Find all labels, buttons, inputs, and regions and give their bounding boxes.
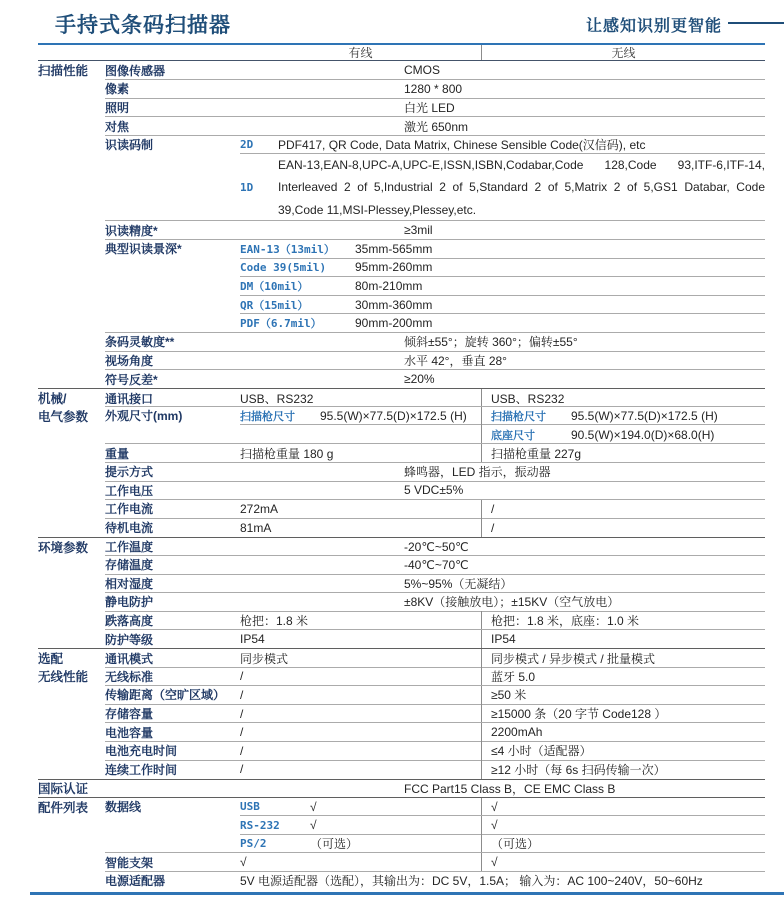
value-area [240,760,765,779]
dims-value: 95.5(W)×77.5(D)×172.5 (H) [320,408,467,423]
value-wired: 扫描枪重量 180 g [240,446,334,461]
value-wireless: / [481,500,765,519]
value-area [240,80,765,99]
value-span: 倾斜±55°；旋转 360°；偏转±55° [404,335,578,350]
value-span: ≥20% [404,372,435,387]
sub-label: Code 39(5mil) [240,260,327,274]
param-label: 条码灵敏度** [105,335,175,350]
table-row [38,481,765,500]
table-row [38,537,765,556]
value-wired: / [240,743,244,758]
value-area [240,221,765,240]
brand-tagline: 让感知识别更智能 [585,18,722,35]
table-row [38,816,765,835]
value-wired [240,816,481,835]
value-wireless: / [481,518,765,537]
param-label: 通讯接口 [105,391,154,406]
table-row [38,574,765,593]
value-wired: / [240,706,244,721]
bottom-accent-bar [30,892,784,895]
sub-label: PDF（6.7mil） [240,317,322,331]
value-area [240,593,765,612]
value-area [240,277,765,296]
param-label: 对焦 [105,119,130,134]
table-row [38,760,765,779]
value-area [240,834,765,853]
param-label: 工作电压 [105,483,154,498]
section-label: 无线性能 [38,670,89,685]
value-wired [240,834,481,853]
value-area [240,872,765,891]
table-row [38,555,765,574]
value-wired: / [240,762,244,777]
value-span: CMOS [404,63,440,78]
param-label: 存储容量 [105,707,154,722]
param-label: 像素 [105,82,130,97]
page-header [0,0,784,43]
dims-value: 95.5(W)×77.5(D)×172.5 (H) [571,408,718,423]
value-area [240,240,765,259]
value-span: 1280 * 800 [404,81,463,96]
table-row [38,135,765,154]
table-row [38,314,765,333]
spec-table [38,43,765,890]
param-label: 传输距离（空旷区域） [105,688,226,703]
value-area [240,61,765,80]
param-label: 符号反差* [105,372,158,387]
param-label: 无线标准 [105,669,154,684]
value-wireless: USB、RS232 [481,389,765,407]
value-span: 蜂鸣器，LED 指示，振动器 [404,465,551,480]
value-wireless: ≥15000 条（20 字节 Code128 ） [481,704,765,723]
param-label: 数据线 [105,800,142,815]
param-label: 照明 [105,100,130,115]
value-area [240,258,765,277]
table-row [38,333,765,352]
sub-label: 底座尺寸 [491,428,535,442]
value-span: 35mm-565mm [355,241,433,256]
dims-row [482,425,765,444]
sub-label: EAN-13（13mil） [240,242,335,256]
table-row [38,648,765,667]
table-row [38,500,765,519]
value-wired: 81mA [240,520,272,535]
value-wired: USB、RS232 [240,391,314,406]
param-label: 待机电流 [105,521,154,536]
value-wireless: ≥50 米 [481,686,765,705]
table-row [38,779,765,798]
value-area [240,853,765,872]
spec-table-body [38,61,765,890]
value-wireless: （可选） [481,834,765,853]
value-span: -20℃~50℃ [404,539,469,554]
value-span: 90mm-200mm [355,316,433,331]
param-label: 识读精度* [105,223,158,238]
dims-row [482,407,765,426]
table-row [38,295,765,314]
param-label: 存储温度 [105,558,154,573]
value-span: 激光 650nm [404,119,469,134]
dims-value: 90.5(W)×194.0(D)×68.0(H) [571,427,715,442]
value-wired: 272mA [240,501,279,516]
value-wired: 同步模式 [240,651,289,666]
value-wireless [481,407,765,444]
value-span: PDF417, QR Code, Data Matrix, Chinese Sensible Code(汉信码), etc [278,138,646,153]
sub-label: 扫描枪尺寸 [240,409,295,423]
value-area [240,630,765,649]
table-row [38,611,765,630]
table-row [38,463,765,482]
value-area [240,649,765,667]
table-row [38,741,765,760]
value-wireless: √ [481,853,765,872]
page-title: 手持式条码扫描器 [55,14,231,37]
section-label: 扫描性能 [38,64,89,79]
table-row [38,797,765,816]
table-row [38,80,765,99]
table-row [38,593,765,612]
value-text: （可选） [310,837,359,852]
value-area [240,135,765,154]
param-label: 提示方式 [105,465,154,480]
value-area [240,555,765,574]
param-label: 电池容量 [105,725,154,740]
value-wireless: √ [481,798,765,816]
value-area [240,538,765,556]
param-label: 外观尺寸(mm) [105,409,183,424]
param-label: 防护等级 [105,632,154,647]
param-label: 视场角度 [105,353,154,368]
value-area [240,798,765,816]
value-area [240,574,765,593]
param-label: 识读码制 [105,138,154,153]
value-text: √ [310,818,317,833]
value-wireless: √ [481,816,765,835]
value-span: -40℃~70℃ [404,557,469,572]
table-row [38,872,765,891]
value-wired: / [240,725,244,740]
value-wireless: 2200mAh [481,723,765,742]
param-label: 连续工作时间 [105,762,178,777]
tagline-dash [728,22,784,24]
table-row [38,630,765,649]
value-span: ±8KV（接触放电）；±15KV（空气放电） [404,595,620,610]
param-label: 重量 [105,446,130,461]
sub-label: USB [240,800,260,814]
section-label: 环境参数 [38,540,89,555]
param-label: 相对湿度 [105,576,154,591]
section-label: 机械/ [38,392,67,407]
value-area [240,98,765,117]
table-row [38,240,765,259]
table-row [38,388,765,407]
param-label: 工作电流 [105,502,154,517]
table-row [38,117,765,136]
value-area [240,295,765,314]
value-wireless: 枪把：1.8 米，底座：1.0 米 [481,611,765,630]
value-wireless: 扫描枪重量 227g [481,444,765,463]
value-wired [240,798,481,816]
value-span: ≥3mil [404,223,433,238]
value-area [240,518,765,537]
param-label: 电源适配器 [105,874,166,889]
value-area [240,389,765,407]
table-row [38,834,765,853]
value-wireless: ≥12 小时（每 6s 扫码传输一次） [481,760,765,779]
value-area [240,500,765,519]
table-row [38,277,765,296]
value-area [240,117,765,136]
value-area [240,686,765,705]
value-area [240,333,765,352]
value-area [240,611,765,630]
value-area [240,704,765,723]
table-row [38,221,765,240]
value-wireless: IP54 [481,630,765,649]
value-span: 80m-210mm [355,279,423,294]
param-label: 电池充电时间 [105,744,178,759]
table-row [38,370,765,389]
dims-row [240,407,481,426]
value-wired: IP54 [240,632,265,647]
value-wired: √ [240,855,247,870]
value-area [240,481,765,500]
value-area [240,407,765,444]
value-area [240,351,765,370]
section-label: 选配 [38,652,64,667]
value-area [240,154,765,221]
param-label: 典型识读景深* [105,242,182,257]
value-area [240,780,765,798]
value-area [240,370,765,389]
sub-label: PS/2 [240,837,267,851]
column-header-wireless: 无线 [481,45,765,60]
table-row [38,723,765,742]
value-wireless: ≤4 小时（适配器） [481,741,765,760]
value-area [240,667,765,686]
value-wired: 枪把：1.8 米 [240,614,309,629]
value-wireless: 同步模式 / 异步模式 / 批量模式 [481,649,765,667]
value-wired [240,407,481,444]
value-area [240,314,765,333]
value-area [240,723,765,742]
value-area [240,444,765,463]
param-label: 静电防护 [105,595,154,610]
table-row [38,667,765,686]
value-span: 5V 电源适配器（选配），其输出为：DC 5V，1.5A； 输入为：AC 100~240V，50~60Hz [240,874,703,889]
dims-row-empty [240,425,481,444]
table-row [38,61,765,80]
sub-label: 1D [240,180,254,194]
sub-label: DM（10mil） [240,280,309,294]
sub-label: 扫描枪尺寸 [491,409,546,423]
sub-label: 2D [240,138,254,152]
value-span: EAN-13,EAN-8,UPC-A,UPC-E,ISSN,ISBN,Codabar,Code 128,Code 93,ITF-6,ITF-14, Interleaved 2 of 5,Industrial 2 of 5,Standard 2 of 5,Matrix 2 of 5,GS1 Databar, Code 39,Code 11,MSI-Plessey,Plessey,etc. [278,158,765,217]
param-label: 智能支架 [105,855,154,870]
value-area [240,741,765,760]
table-row [38,258,765,277]
value-span: 5 VDC±5% [404,483,464,498]
value-span: FCC Part15 Class B，CE EMC Class B [404,781,616,796]
table-row [38,351,765,370]
value-span: 5%~95%（无凝结） [404,576,513,591]
value-span: 95mm-260mm [355,260,433,275]
table-row [38,853,765,872]
value-span: 水平 42°，垂直 28° [404,353,507,368]
value-area [240,463,765,482]
table-row [38,407,765,444]
table-row [38,518,765,537]
value-area [240,816,765,835]
value-wired: / [240,669,244,684]
section-label: 国际认证 [38,782,89,797]
section-label: 配件列表 [38,800,89,815]
param-label: 图像传感器 [105,63,166,78]
table-header-row [38,43,765,61]
value-wireless: 蓝牙 5.0 [481,667,765,686]
table-row [38,444,765,463]
value-wired: / [240,687,244,702]
param-label: 跌落高度 [105,614,154,629]
value-text: √ [310,799,317,814]
value-span: 30mm-360mm [355,297,433,312]
table-row [38,686,765,705]
sub-label: RS-232 [240,818,280,832]
param-label: 工作温度 [105,540,154,555]
table-row [38,704,765,723]
value-span: 白光 LED [404,100,455,115]
sub-label: QR（15mil） [240,298,309,312]
column-header-wired: 有线 [348,46,373,60]
table-row [38,98,765,117]
param-label: 通讯模式 [105,651,154,666]
table-row [38,154,765,221]
section-label: 电气参数 [38,409,89,424]
